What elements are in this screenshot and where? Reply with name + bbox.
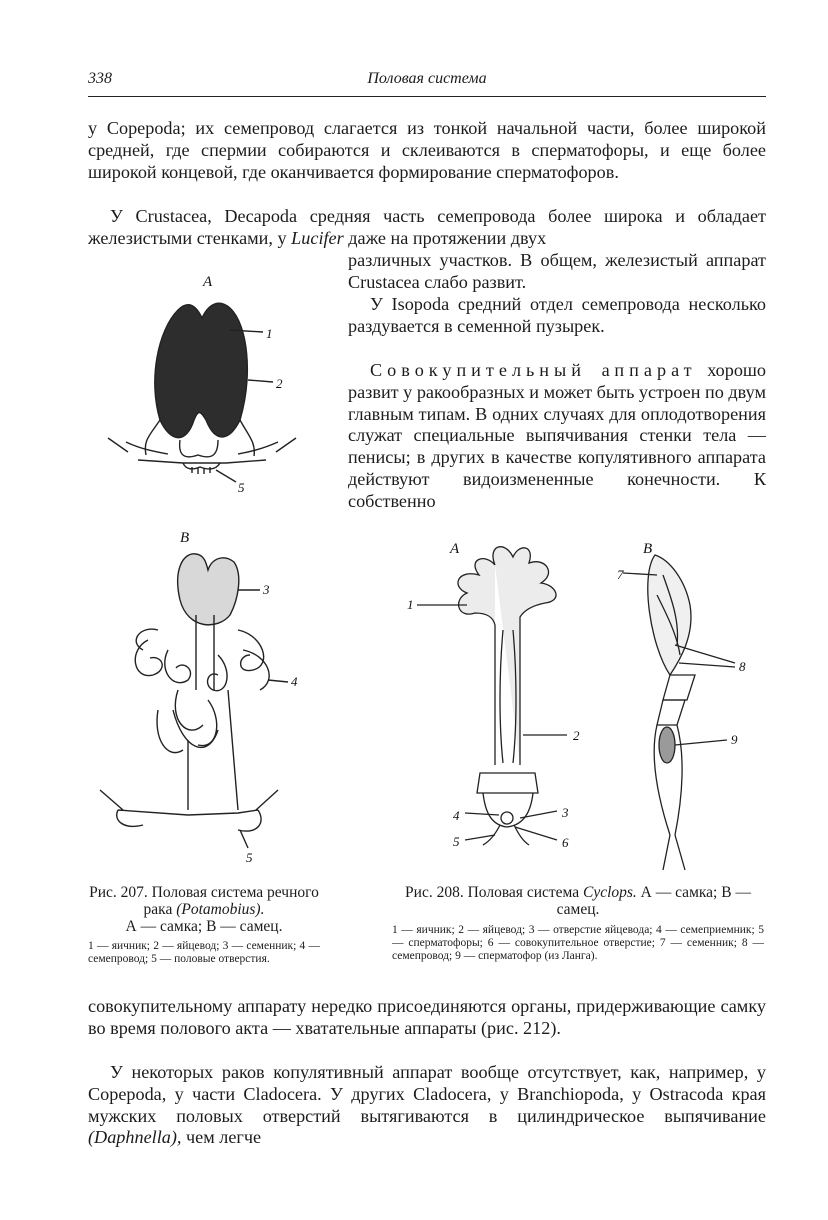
genus-lucifer: Lucifer	[291, 227, 344, 248]
fig207-male-drawing	[100, 554, 288, 848]
fig208-caption-genus: Cyclops.	[582, 884, 637, 901]
fig207-num-5b: 5	[246, 850, 253, 865]
fig207-num-2: 2	[276, 376, 283, 391]
paragraph-6-text-end: чем легче	[186, 1127, 262, 1148]
fig208-male-drawing	[623, 555, 735, 870]
fig208-num-6: 6	[562, 835, 569, 850]
fig208-caption-text: Рис. 208. Половая система	[405, 884, 580, 901]
fig207-caption-text: Рис. 207. Половая система речного рака	[89, 884, 319, 918]
fig207-caption	[88, 884, 320, 935]
fig207-caption-genus: (Potamobius).	[176, 901, 265, 918]
fig208-num-1: 1	[407, 597, 414, 612]
paragraph-2	[88, 206, 766, 250]
fig207-label-a: А	[203, 274, 213, 290]
fig207-caption-sexes: А — самка; В — самец.	[125, 918, 283, 935]
paragraph-3	[348, 294, 766, 338]
fig208-label-a: А	[450, 541, 460, 557]
paragraph-5-text: совокупительному аппарату нередко присоединяются органы, придерживающие самку во время полового акта — хватательные аппараты (рис. 212).	[88, 996, 766, 1038]
fig208-female-drawing	[417, 547, 567, 845]
paragraph-1-text: у Copepoda; их семепровод слагается из тонкой начальной части, более широкой средней, где спермии собираются и склеиваются в сперматофоры, и еще более широкой концевой, где оканчивается формирование сперматофоров.	[88, 118, 766, 182]
fig208-num-5: 5	[453, 834, 460, 849]
fig207-label-b: В	[180, 530, 190, 546]
paragraph-6	[88, 1062, 766, 1149]
paragraph-1	[88, 118, 766, 183]
fig207-legend: 1 — яичник; 2 — яйцевод; 3 — семенник; 4 — семепровод; 5 — половые отверстия.	[88, 940, 320, 965]
figure-207	[88, 270, 328, 880]
fig207-num-4: 4	[291, 674, 298, 689]
paragraph-6-text: У некоторых раков копулятивный аппарат вообще отсутствует, как, например, у Copepoda, у части Cladocera. У других Cladocera, у Branchiopoda, у Ostracoda края мужских половых отверстий вытягиваются в цилиндрическое выпячивание	[88, 1062, 766, 1126]
paragraph-2-text-end: даже на протяжении двух	[348, 227, 547, 248]
genus-daphnella: (Daphnella),	[88, 1127, 182, 1148]
fig208-label-b: В	[643, 541, 653, 557]
paragraph-5	[88, 996, 766, 1040]
running-title: Половая система	[367, 70, 487, 87]
paragraph-4	[348, 360, 766, 513]
header-rule	[88, 96, 766, 97]
fig208-num-4: 4	[453, 808, 460, 823]
paragraph-2-text: У Crustacea, Decapoda средняя часть семепровода более широка и обладает железистыми стенками, у	[88, 206, 766, 248]
page-header	[88, 70, 766, 98]
fig208-num-7: 7	[617, 567, 624, 582]
fig208-num-2: 2	[573, 728, 580, 743]
paragraph-2-continued	[348, 250, 766, 294]
fig207-num-1: 1	[266, 326, 273, 341]
fig208-caption-sexes: А — самка; В — самец.	[556, 884, 751, 918]
paragraph-4-text: хорошо развит у ракообразных и может быть устроен по двум главным типам. В одних случаях для оплодотворения служат специальные выпячивания стенки тела — пенисы; в других в качестве копулятивного аппарата действуют видоизмененные конечности. К собственно	[348, 360, 767, 511]
fig208-legend: 1 — яичник; 2 — яйцевод; 3 — отверстие яйцевода; 4 — семеприемник; 5 — сперматофоры; 6 — совокупительное отверстие; 7 — семенник; 8 — семепровод; 9 — сперматофор (из Ланга).	[392, 924, 764, 962]
fig208-num-9: 9	[731, 732, 738, 747]
fig207-num-5a: 5	[238, 480, 245, 495]
page-number: 338	[88, 70, 112, 87]
paragraph-2-continued-text: различных участков. В общем, железистый аппарат Crustacea слабо развит.	[348, 250, 766, 292]
fig208-num-8: 8	[739, 659, 746, 674]
fig207-num-3: 3	[263, 582, 270, 597]
fig208-num-3: 3	[562, 805, 569, 820]
fig208-caption	[392, 884, 764, 918]
paragraph-3-text: У Isopoda средний отдел семепровода несколько раздувается в семенной пузырек.	[348, 294, 766, 336]
figure-208	[395, 535, 775, 880]
term-spaced: Совокупительный аппарат	[370, 360, 697, 380]
